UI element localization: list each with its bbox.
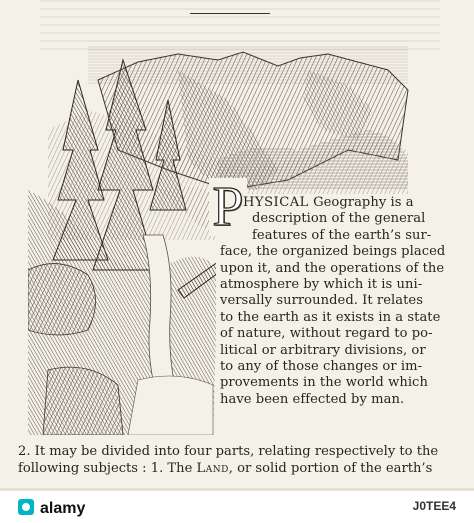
intro-line: of nature, without regard to po- [220,326,433,342]
footer-divider [0,488,474,491]
intro-line: to any of those changes or im- [220,359,423,374]
intro-first-rest: Geography is a [308,195,414,210]
intro-first-word: HYSICAL [243,195,309,210]
header-rule [190,13,270,14]
paragraph-2 [18,443,438,477]
alamy-logo [18,496,158,518]
paragraph-2-line-2-end: , or solid portion of the earth’s [228,461,433,476]
intro-line: upon it, and the operations of the [220,260,445,276]
intro-line: provements in the world which [220,375,428,391]
intro-line: features of the earth’s sur- [252,227,432,243]
intro-line [243,195,414,211]
intro-line: versally surrounded. It relates [220,293,424,309]
intro-line: litical or arbitrary divisions, or [220,342,426,358]
intro-line: face, the organized beings placed [220,244,446,260]
paragraph-2-line-1: 2. It may be divided into four parts, relating respectively to the [18,444,439,459]
intro-line: atmosphere by which it is uni- [220,277,423,292]
paragraph-2-line-2 [18,460,438,477]
svg-text:alamy: alamy [40,500,86,517]
intro-line: description of the general [252,211,426,227]
intro-line: have been effected by man. [220,391,405,407]
paragraph-2-line-2-start: following subjects : 1. The [18,461,197,476]
drop-cap: P [209,178,247,236]
stock-image-id: J0TEE4 [412,499,456,513]
intro-line: to the earth as it exists in a state [220,309,441,325]
land-term: Land [196,461,229,476]
